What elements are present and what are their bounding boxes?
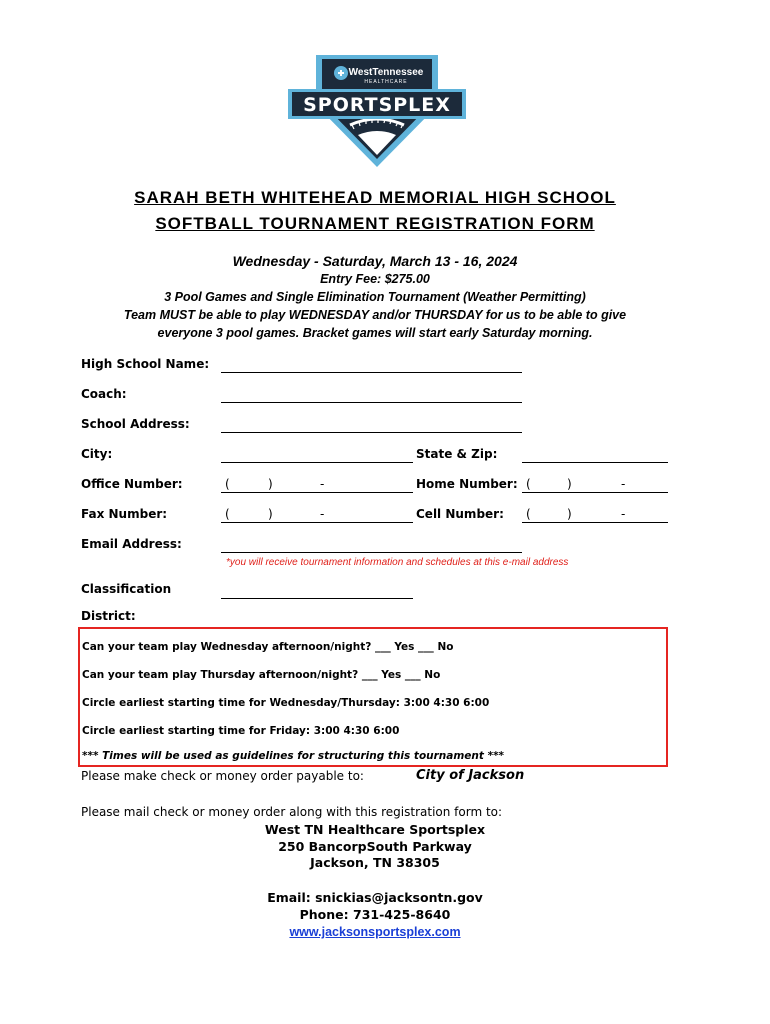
payee-name: City of Jackson [416, 768, 525, 783]
city-label: City: [81, 447, 113, 461]
title-line-2: SOFTBALL TOURNAMENT REGISTRATION FORM [155, 214, 595, 233]
mail-instruction: Please mail check or money order along with this registration form to: [81, 805, 503, 819]
cell-paren-close: ) [567, 507, 572, 521]
fax-number-field[interactable] [221, 508, 413, 523]
website-link[interactable]: www.jacksonsportsplex.com [289, 925, 461, 939]
website-link-row [0, 924, 750, 939]
org-street: 250 BancorpSouth Parkway [278, 839, 472, 854]
requirement-line-1: Team MUST be able to play WEDNESDAY and/or THURSDAY for us to be able to give [123, 308, 627, 322]
district-label: District: [81, 609, 136, 623]
org-city-state: Jackson, TN 38305 [310, 855, 440, 870]
school-address-label: School Address: [81, 417, 190, 431]
cell-number-label: Cell Number: [416, 507, 504, 521]
city-field[interactable] [221, 448, 413, 463]
cell-number-field[interactable] [522, 508, 668, 523]
logo-brand-line1: WestTennessee [348, 67, 424, 78]
office-dash: - [320, 477, 325, 491]
home-number-field[interactable] [522, 478, 668, 493]
logo-brand-line2: HEALTHCARE [364, 79, 408, 85]
question-thursday[interactable]: Can your team play Thursday afternoon/night? ___ Yes ___ No [82, 669, 441, 681]
cell-dash: - [621, 507, 626, 521]
org-name: West TN Healthcare Sportsplex [264, 822, 486, 837]
home-dash: - [621, 477, 626, 491]
office-paren-close: ) [268, 477, 273, 491]
coach-field[interactable] [221, 388, 522, 403]
question-wednesday[interactable]: Can your team play Wednesday afternoon/night? ___ Yes ___ No [82, 641, 454, 653]
contact-phone: Phone: 731-425-8640 [299, 907, 451, 922]
office-number-label: Office Number: [81, 477, 183, 491]
high-school-name-field[interactable] [221, 358, 522, 373]
email-address-label: Email Address: [81, 537, 182, 551]
title-line-1: SARAH BETH WHITEHEAD MEMORIAL HIGH SCHOOL [134, 188, 616, 207]
email-note: *you will receive tournament information and schedules at this e-mail address [226, 557, 569, 568]
classification-label: Classification [81, 582, 172, 596]
times-guideline-note: *** Times will be used as guidelines for structuring this tournament *** [82, 750, 505, 762]
fax-number-label: Fax Number: [81, 507, 168, 521]
logo-brand-name: SPORTSPLEX [303, 94, 451, 116]
fax-dash: - [320, 507, 325, 521]
home-paren-close: ) [567, 477, 572, 491]
question-wed-thu-start-time[interactable]: Circle earliest starting time for Wednesday/Thursday: 3:00 4:30 6:00 [82, 697, 490, 709]
cell-paren-open: ( [526, 507, 531, 521]
entry-fee: Entry Fee: $275.00 [320, 272, 430, 286]
tournament-format: 3 Pool Games and Single Elimination Tournament (Weather Permitting) [164, 290, 586, 304]
office-number-field[interactable] [221, 478, 413, 493]
email-address-field[interactable] [221, 538, 522, 553]
state-zip-label: State & Zip: [416, 447, 498, 461]
fax-paren-close: ) [268, 507, 273, 521]
tournament-dates: Wednesday - Saturday, March 13 - 16, 2024 [232, 253, 518, 269]
question-friday-start-time[interactable]: Circle earliest starting time for Friday: 3:00 4:30 6:00 [82, 725, 400, 737]
school-address-field[interactable] [221, 418, 522, 433]
home-number-label: Home Number: [416, 477, 518, 491]
classification-field[interactable] [221, 584, 413, 599]
fax-paren-open: ( [225, 507, 230, 521]
coach-label: Coach: [81, 387, 127, 401]
check-payable-text: Please make check or money order payable to: [81, 769, 364, 783]
high-school-name-label: High School Name: [81, 357, 210, 371]
office-paren-open: ( [225, 477, 230, 491]
state-zip-field[interactable] [522, 448, 668, 463]
sportsplex-logo [288, 55, 466, 167]
contact-email: Email: snickias@jacksontn.gov [267, 890, 483, 905]
home-paren-open: ( [526, 477, 531, 491]
requirement-line-2: everyone 3 pool games. Bracket games will start early Saturday morning. [157, 326, 593, 340]
